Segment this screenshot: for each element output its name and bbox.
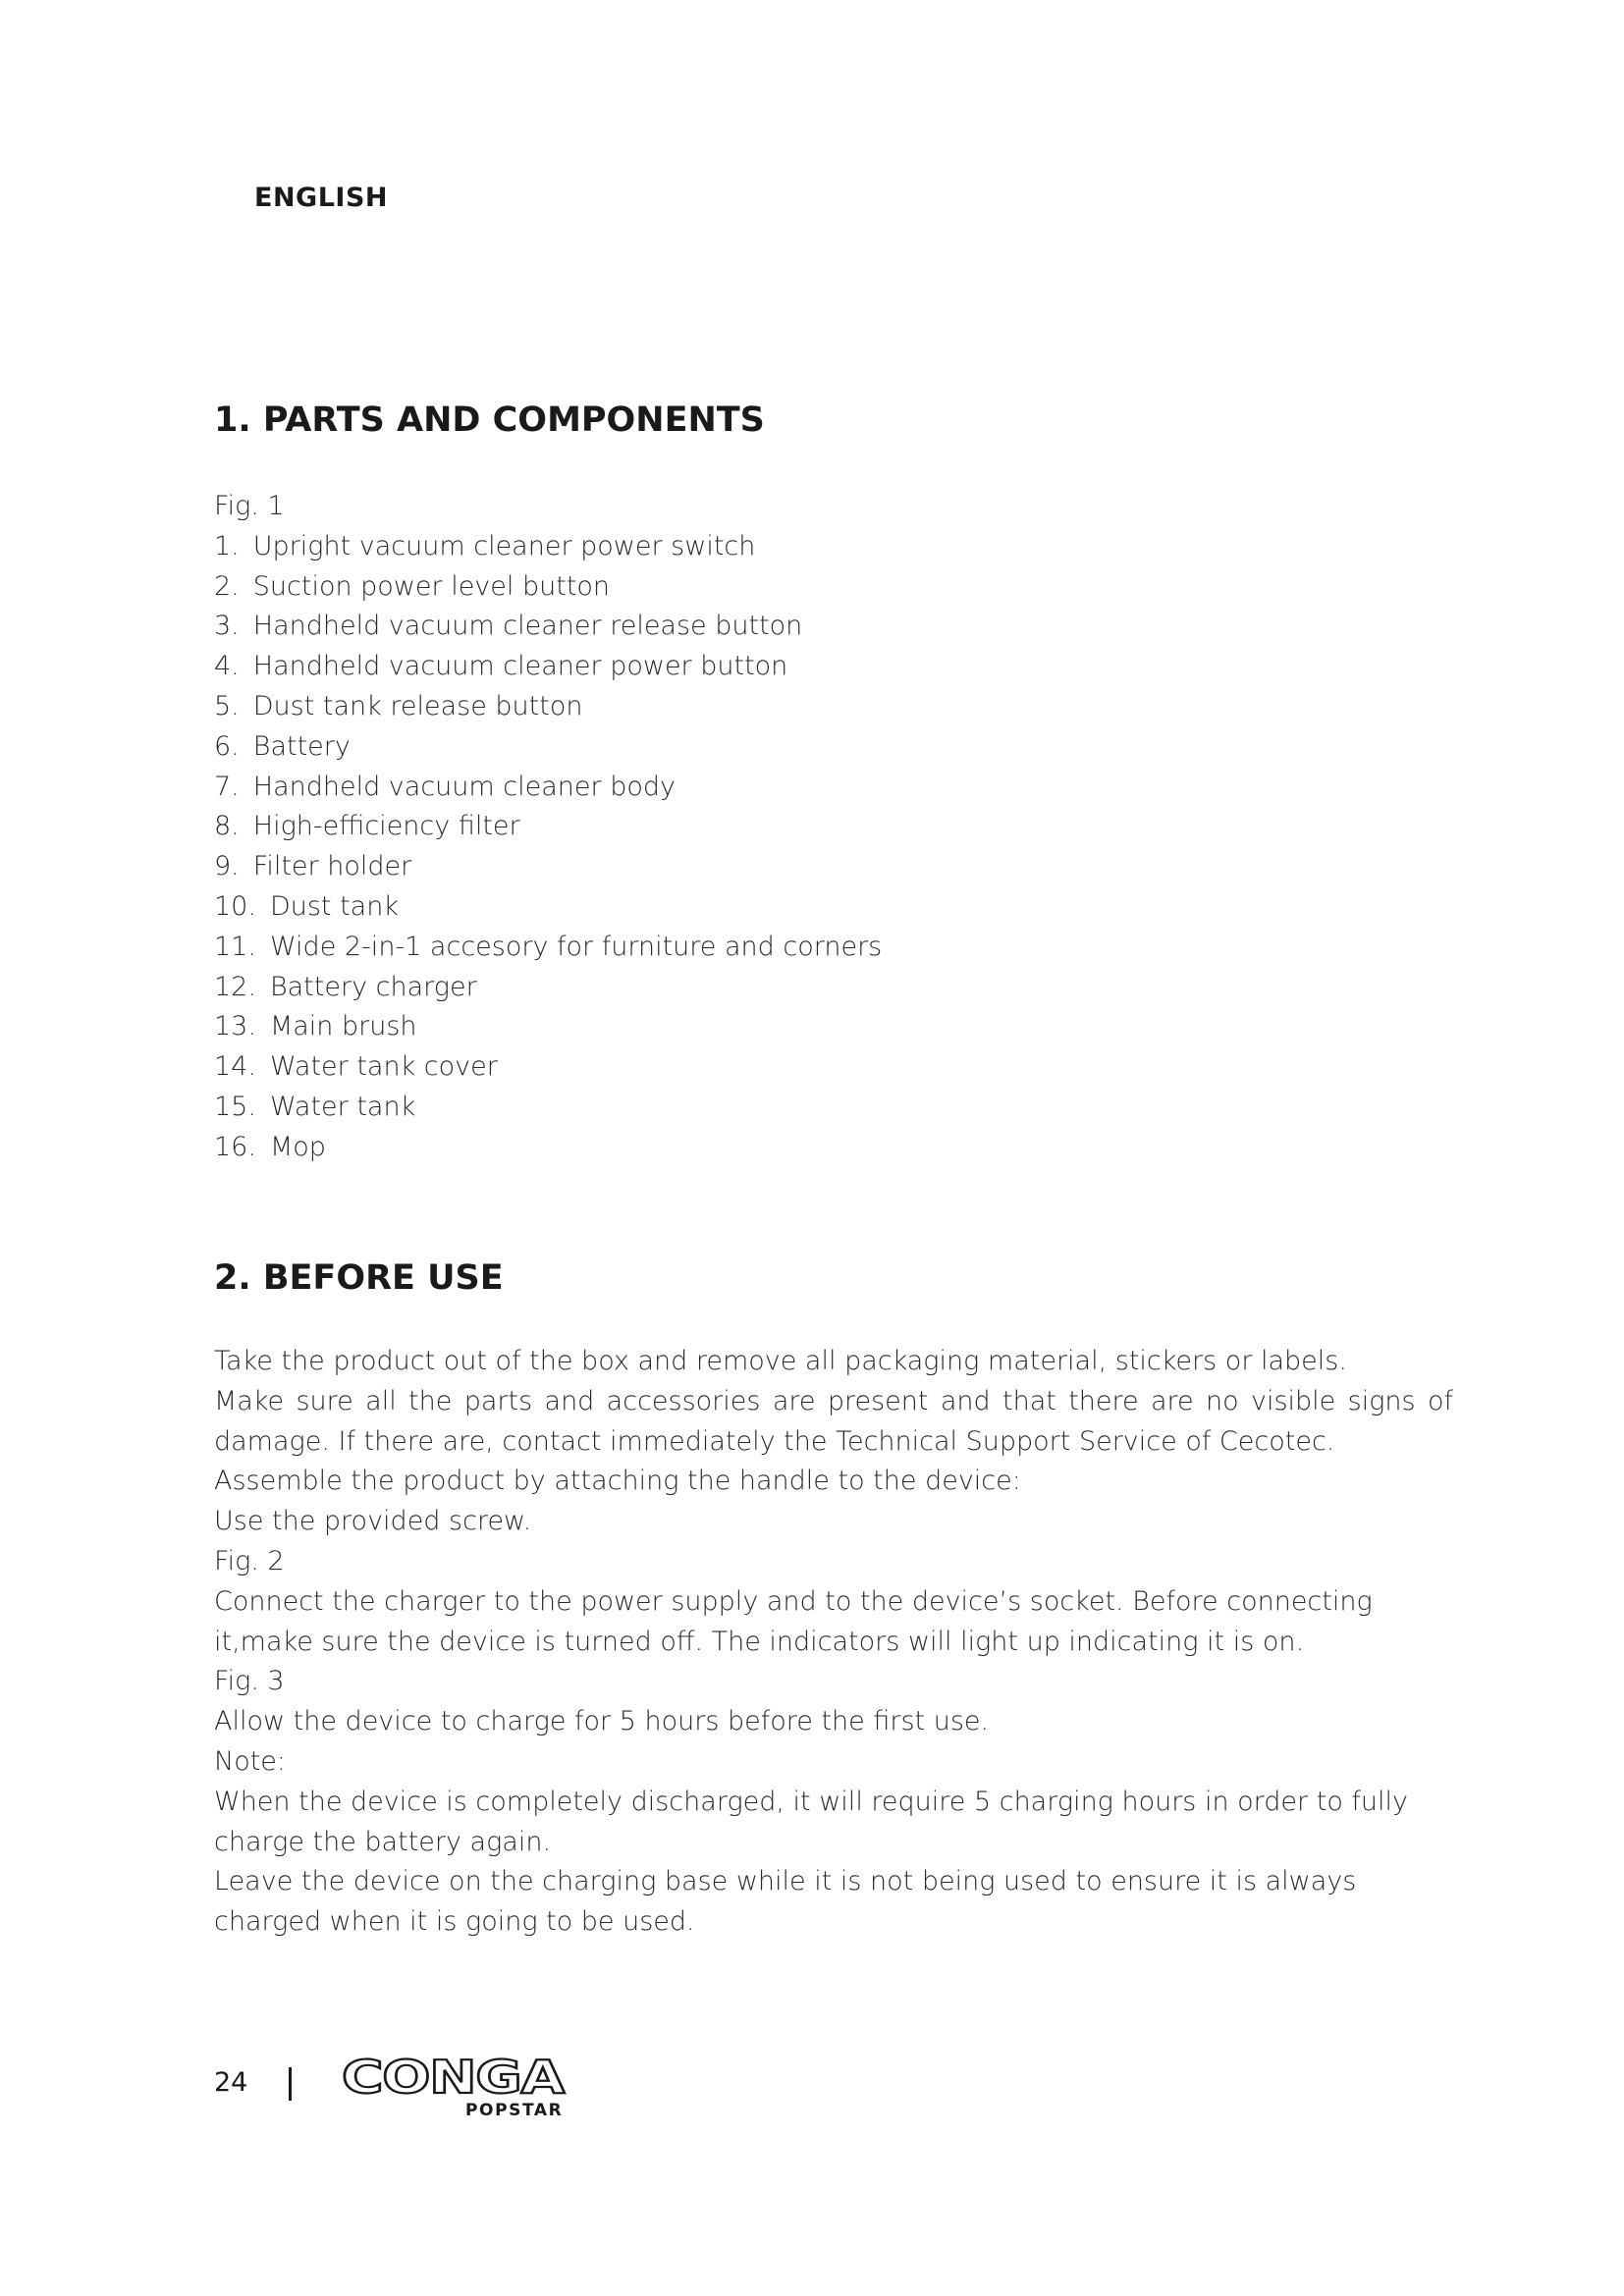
- item-number: 11.: [214, 931, 256, 962]
- brand-model: POPSTAR: [465, 2101, 564, 2120]
- figure-label: Fig. 2: [214, 1545, 285, 1576]
- item-label: Mop: [269, 1131, 326, 1162]
- item-number: 13.: [214, 1011, 256, 1042]
- item-number: 2.: [214, 570, 240, 602]
- item-number: 4.: [214, 651, 240, 682]
- paragraph: When the device is completely discharged, it will require 5 charging hours in order to fully charge the battery again.: [214, 1786, 1409, 1857]
- item-number: 15.: [214, 1091, 256, 1122]
- item-label: Handheld vacuum cleaner body: [252, 771, 676, 802]
- item-number: 8.: [214, 811, 240, 842]
- item-label: Battery: [252, 730, 351, 762]
- brand-name: CONGA: [342, 2051, 566, 2099]
- item-label: Wide 2-in-1 accesory for furniture and corners: [269, 931, 883, 962]
- paragraph: Connect the charger to the power supply and to the device’s socket. Before connecting it,make sure the device is turned off. The indicators will light up indicating it is on.: [214, 1585, 1373, 1657]
- list-item: [214, 687, 1451, 727]
- item-number: 7.: [214, 771, 240, 802]
- list-item: [214, 968, 1451, 1008]
- list-item: [214, 887, 1451, 928]
- list-item: [214, 727, 1451, 768]
- item-label: Suction power level button: [252, 570, 611, 602]
- list-item: [214, 928, 1451, 968]
- list-item: [214, 1088, 1451, 1128]
- paragraph: Take the product out of the box and remove all packaging material, stickers or labels.: [214, 1346, 1347, 1376]
- paragraph: Make sure all the parts and accessories are present and that there are no visible signs of damage. If there are, contact immediately the Technical Support Service of Cecotec.: [214, 1385, 1453, 1457]
- item-number: 12.: [214, 971, 256, 1002]
- item-label: Water tank cover: [269, 1051, 498, 1083]
- item-label: High-efficiency filter: [252, 811, 520, 842]
- figure-label: Fig. 3: [214, 1666, 285, 1697]
- item-number: 3.: [214, 611, 240, 642]
- item-number: 6.: [214, 730, 240, 762]
- paragraph: Leave the device on the charging base while it is not being used to ensure it is always charged when it is going to be used.: [214, 1866, 1357, 1938]
- before-use-section: [214, 1342, 1453, 1943]
- language-label: ENGLISH: [254, 183, 388, 213]
- paragraph: Use the provided screw.: [214, 1506, 532, 1537]
- list-item: [214, 1047, 1451, 1088]
- paragraph: Allow the device to charge for 5 hours before the first use.: [214, 1706, 990, 1737]
- item-label: Dust tank: [269, 890, 399, 922]
- note-label: Note:: [214, 1745, 287, 1777]
- item-label: Main brush: [269, 1011, 417, 1042]
- item-label: Battery charger: [269, 971, 477, 1002]
- item-label: Upright vacuum cleaner power switch: [252, 530, 756, 561]
- page-footer: [214, 2050, 705, 2128]
- figure-label: Fig. 1: [214, 491, 285, 521]
- item-label: Filter holder: [252, 851, 412, 882]
- parts-list: [214, 527, 1451, 1168]
- item-label: Handheld vacuum cleaner release button: [252, 611, 803, 642]
- list-item: [214, 807, 1451, 847]
- item-number: 10.: [214, 890, 256, 922]
- list-item: [214, 527, 1451, 567]
- list-item: [214, 607, 1451, 647]
- item-number: 9.: [214, 851, 240, 882]
- list-item: [214, 1128, 1451, 1168]
- item-number: 1.: [214, 530, 240, 561]
- item-label: Water tank: [269, 1091, 416, 1122]
- list-item: [214, 847, 1451, 887]
- brand-logo: [342, 2050, 566, 2128]
- list-item: [214, 768, 1451, 808]
- list-item: [214, 567, 1451, 608]
- page-number: 24: [214, 2067, 248, 2098]
- section-title-before-use: 2. BEFORE USE: [214, 1258, 504, 1298]
- item-number: 14.: [214, 1051, 256, 1083]
- item-number: 5.: [214, 690, 240, 721]
- list-item: [214, 1007, 1451, 1047]
- list-item: [214, 647, 1451, 687]
- conga-logo-icon: [342, 2050, 568, 2099]
- item-label: Handheld vacuum cleaner power button: [252, 651, 788, 682]
- item-label: Dust tank release button: [252, 690, 583, 721]
- paragraph: Assemble the product by attaching the handle to the device:: [214, 1466, 1021, 1497]
- footer-divider: [289, 2067, 292, 2101]
- item-number: 16.: [214, 1131, 256, 1162]
- parts-list-section: [214, 487, 1451, 1168]
- section-title-parts-and-components: 1. PARTS AND COMPONENTS: [214, 400, 765, 440]
